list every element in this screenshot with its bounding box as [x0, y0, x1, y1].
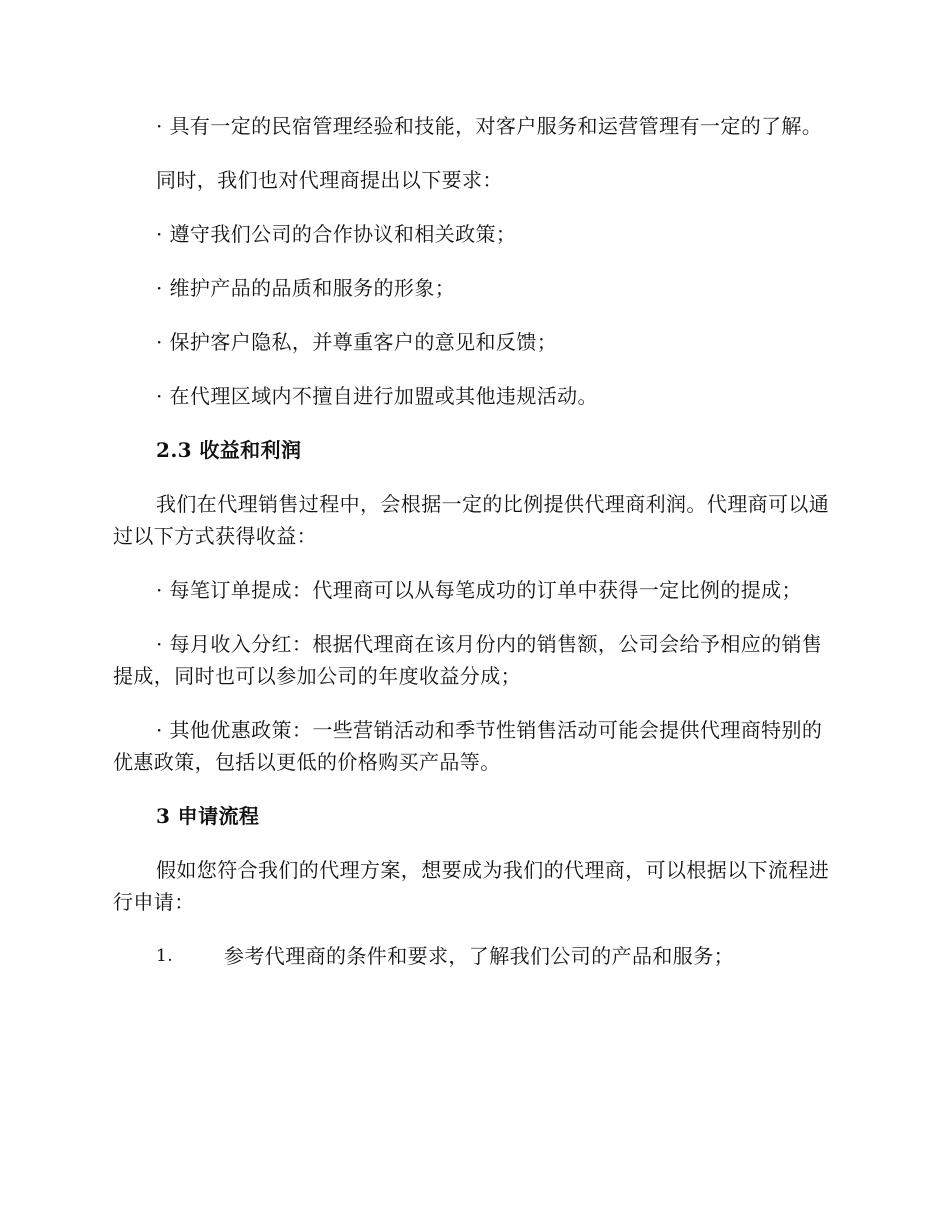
section-heading-application: 3 申请流程 — [156, 804, 260, 828]
bullet-monthly-dividend: · 每月收入分红：根据代理商在该月份内的销售额，公司会给予相应的销售提成，同时也可以参加公司的年度收益分成； — [113, 632, 823, 688]
paragraph-requirements-intro: 同时，我们也对代理商提出以下要求： — [156, 168, 503, 192]
bullet-quality: · 维护产品的品质和服务的形象； — [156, 276, 456, 300]
list-item — [113, 940, 835, 972]
paragraph-management-experience: · 具有一定的民宿管理经验和技能，对客户服务和运营管理有一定的了解。 — [156, 114, 823, 138]
paragraph-application-intro: 假如您符合我们的代理方案，想要成为我们的代理商，可以根据以下流程进行申请： — [113, 858, 830, 914]
bullet-no-violation: · 在代理区域内不擅自进行加盟或其他违规活动。 — [156, 384, 598, 408]
list-item-text: 参考代理商的条件和要求，了解我们公司的产品和服务； — [224, 944, 734, 968]
bullet-agreement: · 遵守我们公司的合作协议和相关政策； — [156, 222, 517, 246]
paragraph-revenue-intro: 我们在代理销售过程中，会根据一定的比例提供代理商利润。代理商可以通过以下方式获得收益： — [113, 492, 830, 548]
document-body — [113, 110, 835, 972]
bullet-order-commission: · 每笔订单提成：代理商可以从每笔成功的订单中获得一定比例的提成； — [156, 578, 802, 602]
list-item-number: 1. — [156, 946, 174, 966]
section-heading-revenue: 2.3 收益和利润 — [156, 438, 302, 462]
bullet-other-policies: · 其他优惠政策：一些营销活动和季节性销售活动可能会提供代理商特别的优惠政策，包括以更低的价格购买产品等。 — [113, 718, 823, 774]
bullet-privacy: · 保护客户隐私，并尊重客户的意见和反馈； — [156, 330, 558, 354]
